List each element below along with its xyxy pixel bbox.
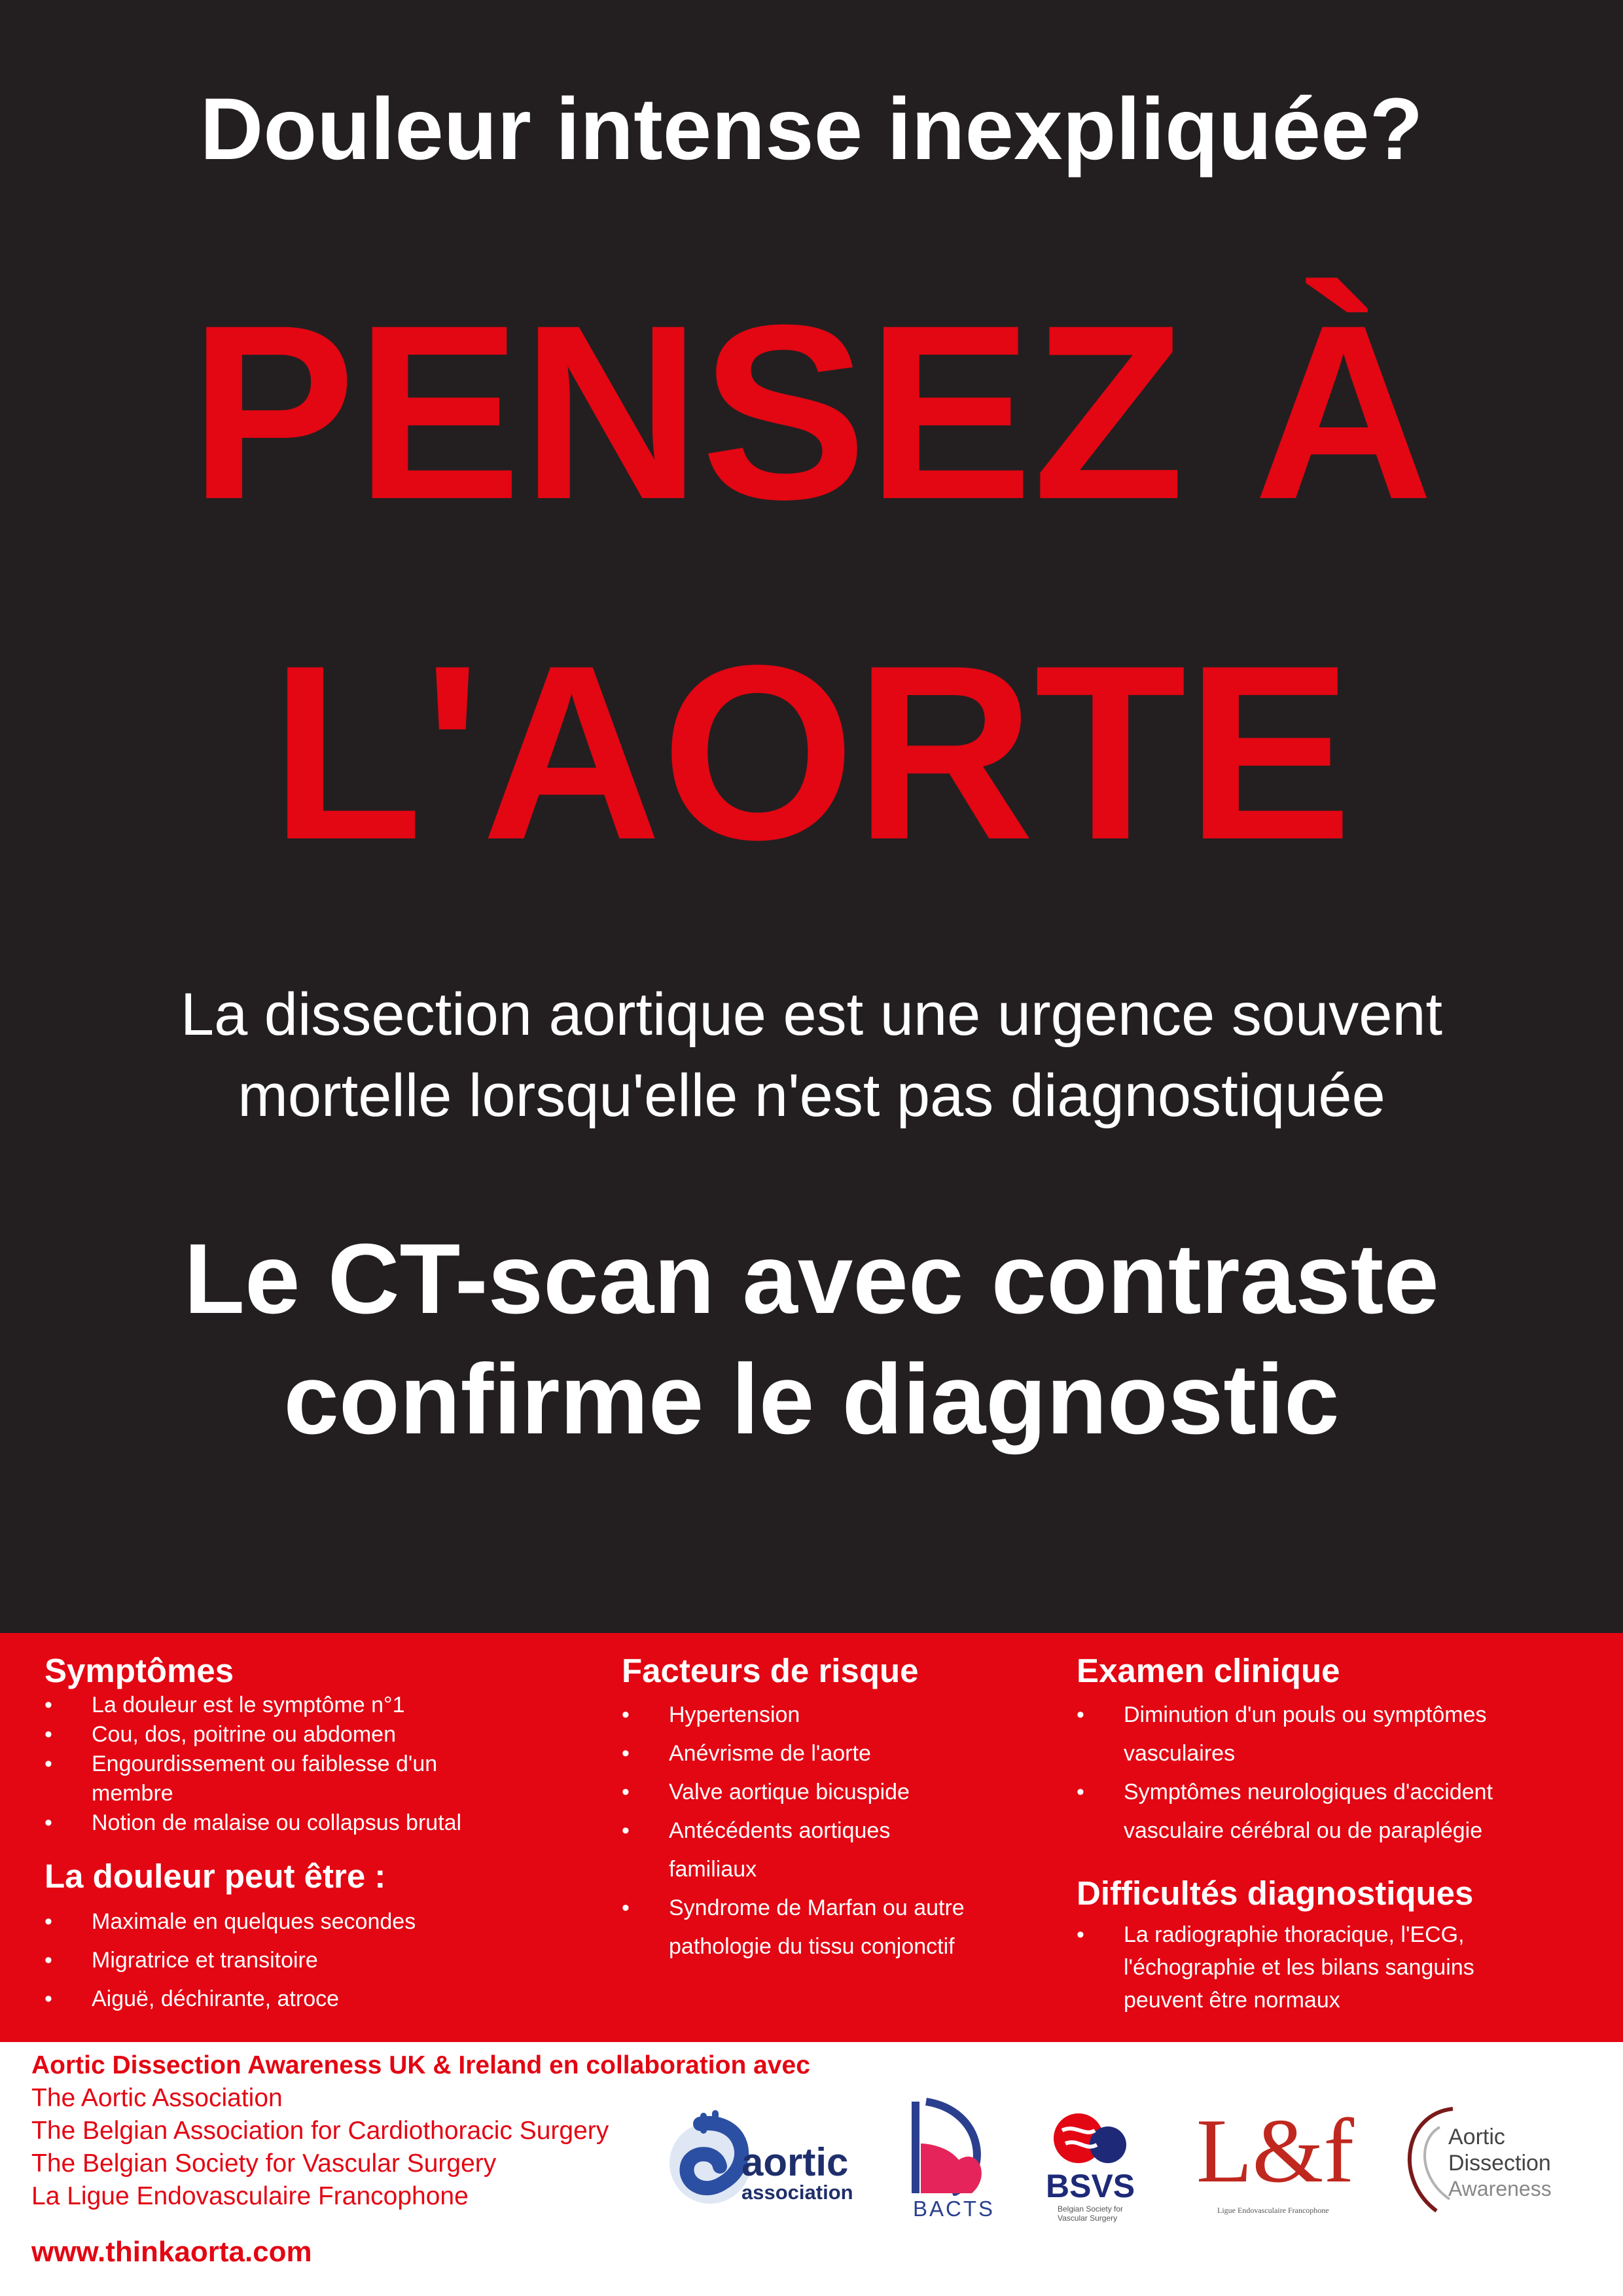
subtitle-line2: mortelle lorsqu'elle n'est pas diagnostiquée [238, 1062, 1385, 1129]
clinical-list [1077, 1696, 1574, 1850]
pain-list [45, 1903, 555, 2018]
risk-title: Facteurs de risque [622, 1652, 919, 1689]
list-item: • La douleur est le symptôme n°1 [45, 1691, 555, 1720]
subtitle-line1: La dissection aortique est une urgence souvent [180, 981, 1443, 1048]
pain-title: La douleur peut être : [45, 1857, 386, 1895]
ct-line1: Le CT-scan avec contraste [184, 1223, 1439, 1335]
list-item: • Migratrice et transitoire [45, 1941, 555, 1980]
lef-logo-mark: L&f [1196, 2100, 1355, 2202]
aortic-logo-word: aortic [741, 2140, 849, 2184]
ct-scan-statement [0, 1219, 1623, 1460]
list-item: • Notion de malaise ou collapsus brutal [45, 1808, 555, 1838]
info-panel [0, 1633, 1623, 2042]
hero-subtitle [0, 974, 1623, 1136]
bsvs-logo-sub2: Vascular Surgery [1058, 2214, 1118, 2223]
headline-line1: PENSEZ À [189, 273, 1434, 551]
list-item: • Valve aortique bicuspide [622, 1773, 1047, 1812]
bsvs-heads-icon [1039, 2111, 1150, 2170]
aortic-association-logo [664, 2104, 880, 2215]
list-item: • Antécédents aortiques familiaux [622, 1812, 950, 1889]
ada-line1: Aortic [1448, 2125, 1505, 2149]
ct-line2: confirme le diagnostic [283, 1344, 1340, 1455]
clinical-title: Examen clinique [1077, 1652, 1340, 1689]
ada-line3: Awareness [1448, 2177, 1552, 2200]
partner-lef: La Ligue Endovasculaire Francophone [31, 2182, 469, 2210]
list-item: • Syndrome de Marfan ou autre pathologie du tissu conjonctif [622, 1889, 1035, 1966]
collaboration-statement: Aortic Dissection Awareness UK & Ireland en collaboration avec [31, 2051, 810, 2079]
symptoms-list [45, 1691, 555, 1838]
lef-logo [1191, 2102, 1361, 2220]
list-item: • La radiographie thoracique, l'ECG, l'échographie et les bilans sanguins peuvent être normaux [1077, 1918, 1516, 2017]
list-item: • Engourdissement ou faiblesse d'un membre [45, 1749, 458, 1808]
website-link[interactable]: www.thinkaorta.com [31, 2236, 312, 2268]
list-item: • Aiguë, déchirante, atroce [45, 1980, 555, 2018]
partner-bsvs: The Belgian Society for Vascular Surgery [31, 2149, 497, 2178]
headline-line2: L'AORTE [270, 613, 1353, 891]
bacts-logo-text: BACTS [913, 2197, 995, 2221]
list-item: • Cou, dos, poitrine ou abdomen [45, 1720, 555, 1749]
aortic-logo-sub: association [741, 2181, 853, 2204]
bsvs-logo [1039, 2111, 1150, 2222]
partner-aortic-association: The Aortic Association [31, 2084, 283, 2112]
bsvs-logo-text: BSVS [1046, 2168, 1135, 2204]
symptoms-title: Symptômes [45, 1652, 234, 1689]
list-item: • Diminution d'un pouls ou symptômes vasculaires [1077, 1696, 1543, 1773]
list-item: • Maximale en quelques secondes [45, 1903, 555, 1941]
ada-logo [1391, 2101, 1587, 2219]
difficulties-list [1077, 1918, 1574, 2017]
risk-list [622, 1696, 1047, 1966]
list-item: • Hypertension [622, 1696, 1047, 1734]
bacts-heart-icon [906, 2098, 998, 2196]
partner-bacts: The Belgian Association for Cardiothoracic Surgery [31, 2117, 609, 2145]
lef-logo-sub: Ligue Endovasculaire Francophone [1217, 2206, 1329, 2215]
hero-question: Douleur intense inexpliquée? [200, 81, 1423, 178]
bsvs-logo-sub1: Belgian Society for [1058, 2204, 1124, 2214]
bacts-logo [906, 2098, 998, 2222]
ada-line2: Dissection [1448, 2151, 1551, 2176]
list-item: • Anévrisme de l'aorte [622, 1734, 1047, 1773]
difficulties-title: Difficultés diagnostiques [1077, 1874, 1474, 1912]
list-item: • Symptômes neurologiques d'accident vasculaire cérébral ou de paraplégie [1077, 1773, 1556, 1850]
